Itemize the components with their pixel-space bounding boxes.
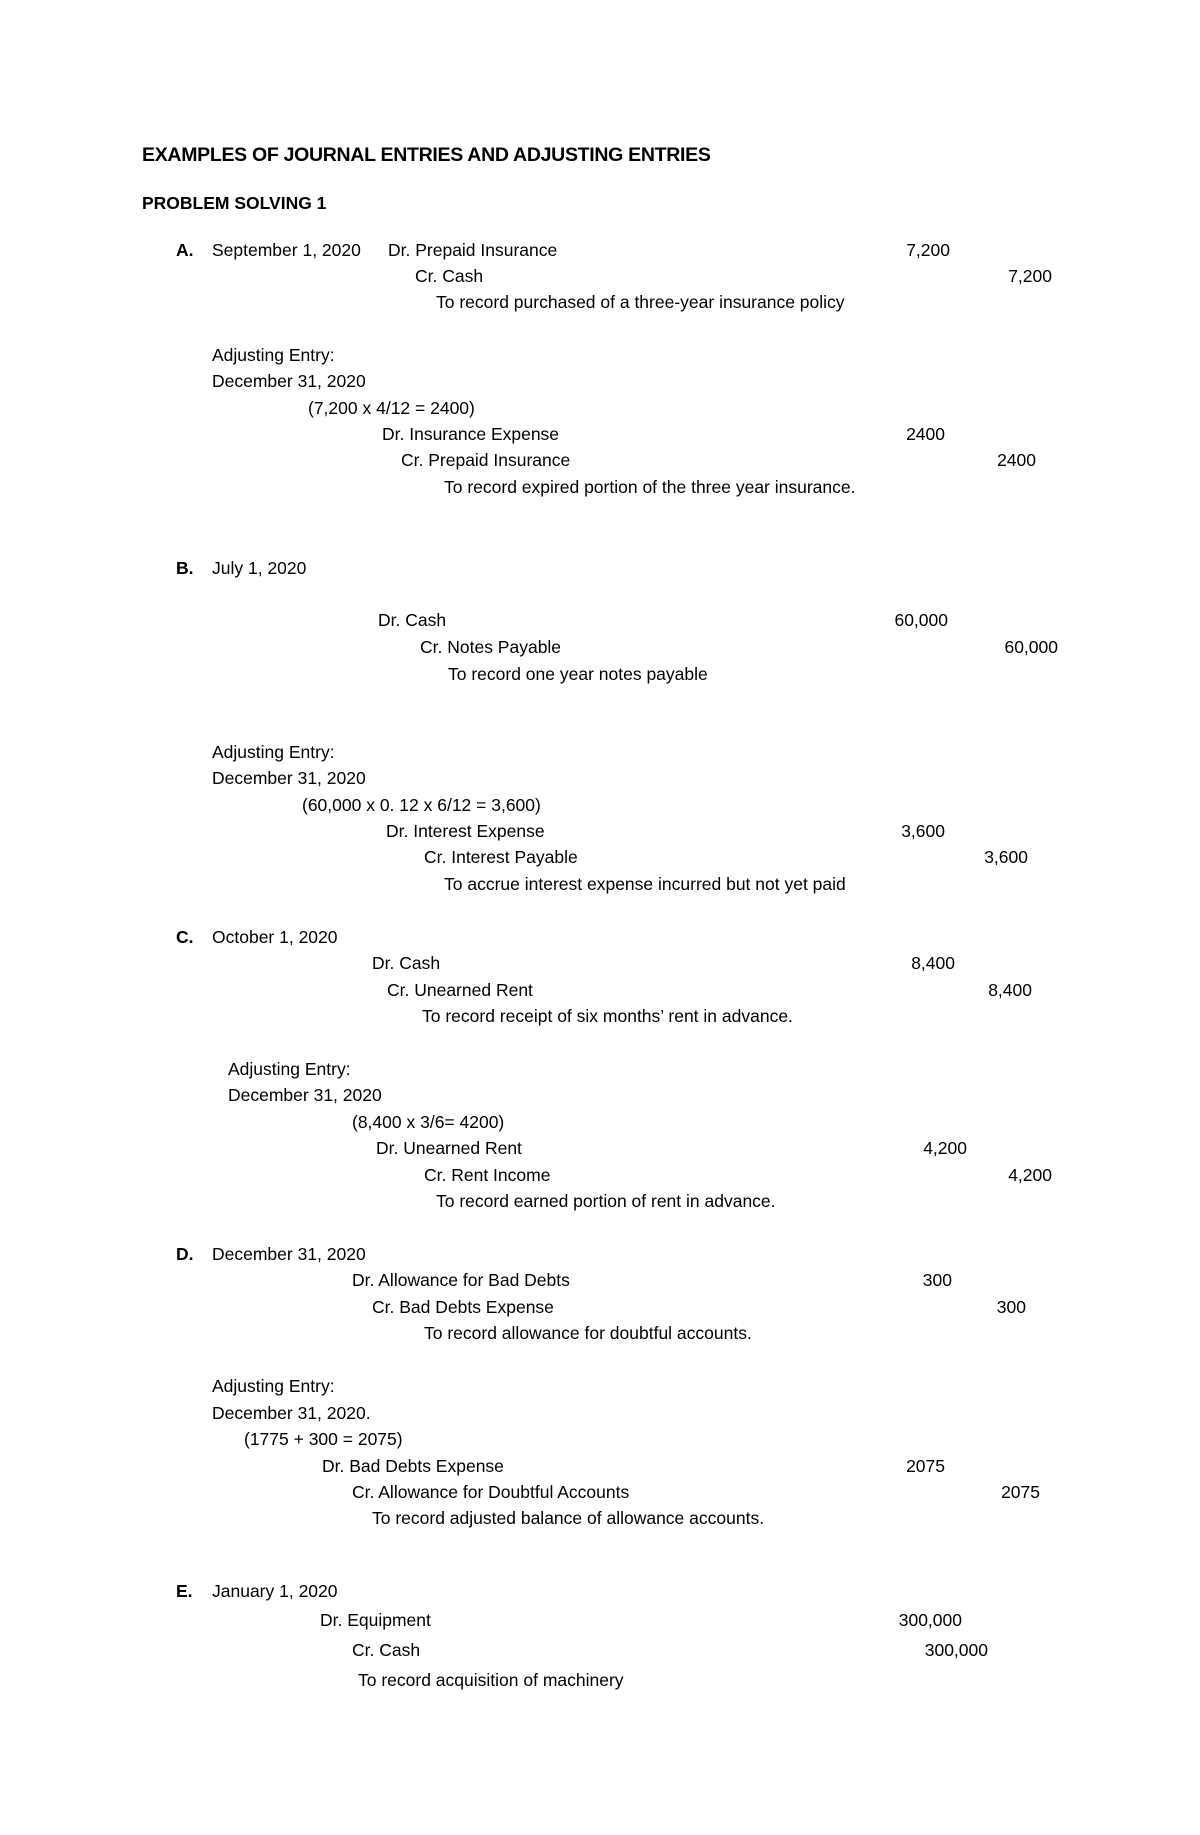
- section-d-debit-amount: 300: [922, 1270, 952, 1290]
- section-c-debit-account: Dr. Cash: [372, 953, 441, 973]
- section-a-date: September 1, 2020: [212, 240, 361, 260]
- section-c-calculation: (8,400 x 3/6= 4200): [352, 1112, 505, 1132]
- section-e-letter: E.: [176, 1581, 193, 1601]
- section-b-adjusting-debit-account: Dr. Interest Expense: [386, 821, 545, 841]
- section-c-credit-amount: 8,400: [988, 980, 1032, 1000]
- section-b-debit-amount: 60,000: [894, 610, 948, 630]
- section-e-debit-amount: 300,000: [898, 1610, 962, 1630]
- section-d-adjusting-label: Adjusting Entry:: [212, 1376, 335, 1396]
- section-a-memo: To record purchased of a three-year insurance policy: [436, 292, 845, 312]
- section-d-memo: To record allowance for doubtful accounts.: [424, 1323, 752, 1343]
- page-title: EXAMPLES OF JOURNAL ENTRIES AND ADJUSTING ENTRIES: [142, 144, 711, 166]
- section-c-adjusting-credit-amount: 4,200: [1008, 1165, 1052, 1185]
- section-a-adjusting-date: December 31, 2020: [212, 371, 366, 391]
- section-e-debit-account: Dr. Equipment: [320, 1610, 431, 1630]
- section-a-calculation: (7,200 x 4/12 = 2400): [308, 398, 475, 418]
- section-a-adjusting-debit-account: Dr. Insurance Expense: [382, 424, 560, 444]
- section-a-debit-amount: 7,200: [906, 240, 950, 260]
- section-c-adjusting-credit-account: Cr. Rent Income: [424, 1165, 551, 1185]
- section-e-credit-account: Cr. Cash: [352, 1640, 421, 1660]
- section-c-date: October 1, 2020: [212, 927, 338, 947]
- section-c-adjusting-memo: To record earned portion of rent in advance.: [436, 1191, 776, 1211]
- section-b-adjusting-label: Adjusting Entry:: [212, 742, 335, 762]
- section-b-date: July 1, 2020: [212, 558, 307, 578]
- section-d-date: December 31, 2020: [212, 1244, 366, 1264]
- section-c-debit-amount: 8,400: [911, 953, 955, 973]
- section-a-adjusting-label: Adjusting Entry:: [212, 345, 335, 365]
- section-b-adjusting-memo: To accrue interest expense incurred but not yet paid: [444, 874, 846, 894]
- section-b-credit-account: Cr. Notes Payable: [420, 637, 562, 657]
- section-a-letter: A.: [176, 240, 194, 260]
- section-a-adjusting-debit-amount: 2400: [906, 424, 945, 444]
- section-c-adjusting-debit-amount: 4,200: [923, 1138, 967, 1158]
- section-e-date: January 1, 2020: [212, 1581, 338, 1601]
- section-d-calculation: (1775 + 300 = 2075): [244, 1429, 403, 1449]
- section-c-letter: C.: [176, 927, 194, 947]
- section-e-memo: To record acquisition of machinery: [358, 1670, 624, 1690]
- section-a-adjusting-credit-account: Cr. Prepaid Insurance: [401, 450, 571, 470]
- page-subtitle: PROBLEM SOLVING 1: [142, 193, 327, 213]
- section-e-credit-amount: 300,000: [924, 1640, 988, 1660]
- section-b-credit-amount: 60,000: [1004, 637, 1058, 657]
- section-b-adjusting-credit-amount: 3,600: [984, 847, 1028, 867]
- section-c-credit-account: Cr. Unearned Rent: [387, 980, 533, 1000]
- section-b-adjusting-credit-account: Cr. Interest Payable: [424, 847, 578, 867]
- section-c-adjusting-label: Adjusting Entry:: [228, 1059, 351, 1079]
- section-d-adjusting-credit-amount: 2075: [1001, 1482, 1040, 1502]
- section-d-letter: D.: [176, 1244, 194, 1264]
- section-b-adjusting-date: December 31, 2020: [212, 768, 366, 788]
- section-b-adjusting-debit-amount: 3,600: [901, 821, 945, 841]
- section-b-calculation: (60,000 x 0. 12 x 6/12 = 3,600): [302, 795, 541, 815]
- section-c-adjusting-date: December 31, 2020: [228, 1085, 382, 1105]
- section-a-adjusting-memo: To record expired portion of the three year insurance.: [444, 477, 856, 497]
- section-b-debit-account: Dr. Cash: [378, 610, 447, 630]
- section-d-debit-account: Dr. Allowance for Bad Debts: [352, 1270, 570, 1290]
- section-c-adjusting-debit-account: Dr. Unearned Rent: [376, 1138, 522, 1158]
- section-d-adjusting-credit-account: Cr. Allowance for Doubtful Accounts: [352, 1482, 630, 1502]
- section-d-credit-account: Cr. Bad Debts Expense: [372, 1297, 554, 1317]
- section-d-credit-amount: 300: [996, 1297, 1026, 1317]
- section-b-memo: To record one year notes payable: [448, 664, 708, 684]
- section-d-adjusting-debit-account: Dr. Bad Debts Expense: [322, 1456, 504, 1476]
- section-b-letter: B.: [176, 558, 194, 578]
- section-c-memo: To record receipt of six months’ rent in advance.: [422, 1006, 793, 1026]
- section-a-debit-account: Dr. Prepaid Insurance: [388, 240, 558, 260]
- section-d-adjusting-date: December 31, 2020.: [212, 1403, 371, 1423]
- section-a-adjusting-credit-amount: 2400: [997, 450, 1036, 470]
- section-a-credit-amount: 7,200: [1008, 266, 1052, 286]
- section-a-credit-account: Cr. Cash: [415, 266, 484, 286]
- section-d-adjusting-memo: To record adjusted balance of allowance accounts.: [372, 1508, 765, 1528]
- section-d-adjusting-debit-amount: 2075: [906, 1456, 945, 1476]
